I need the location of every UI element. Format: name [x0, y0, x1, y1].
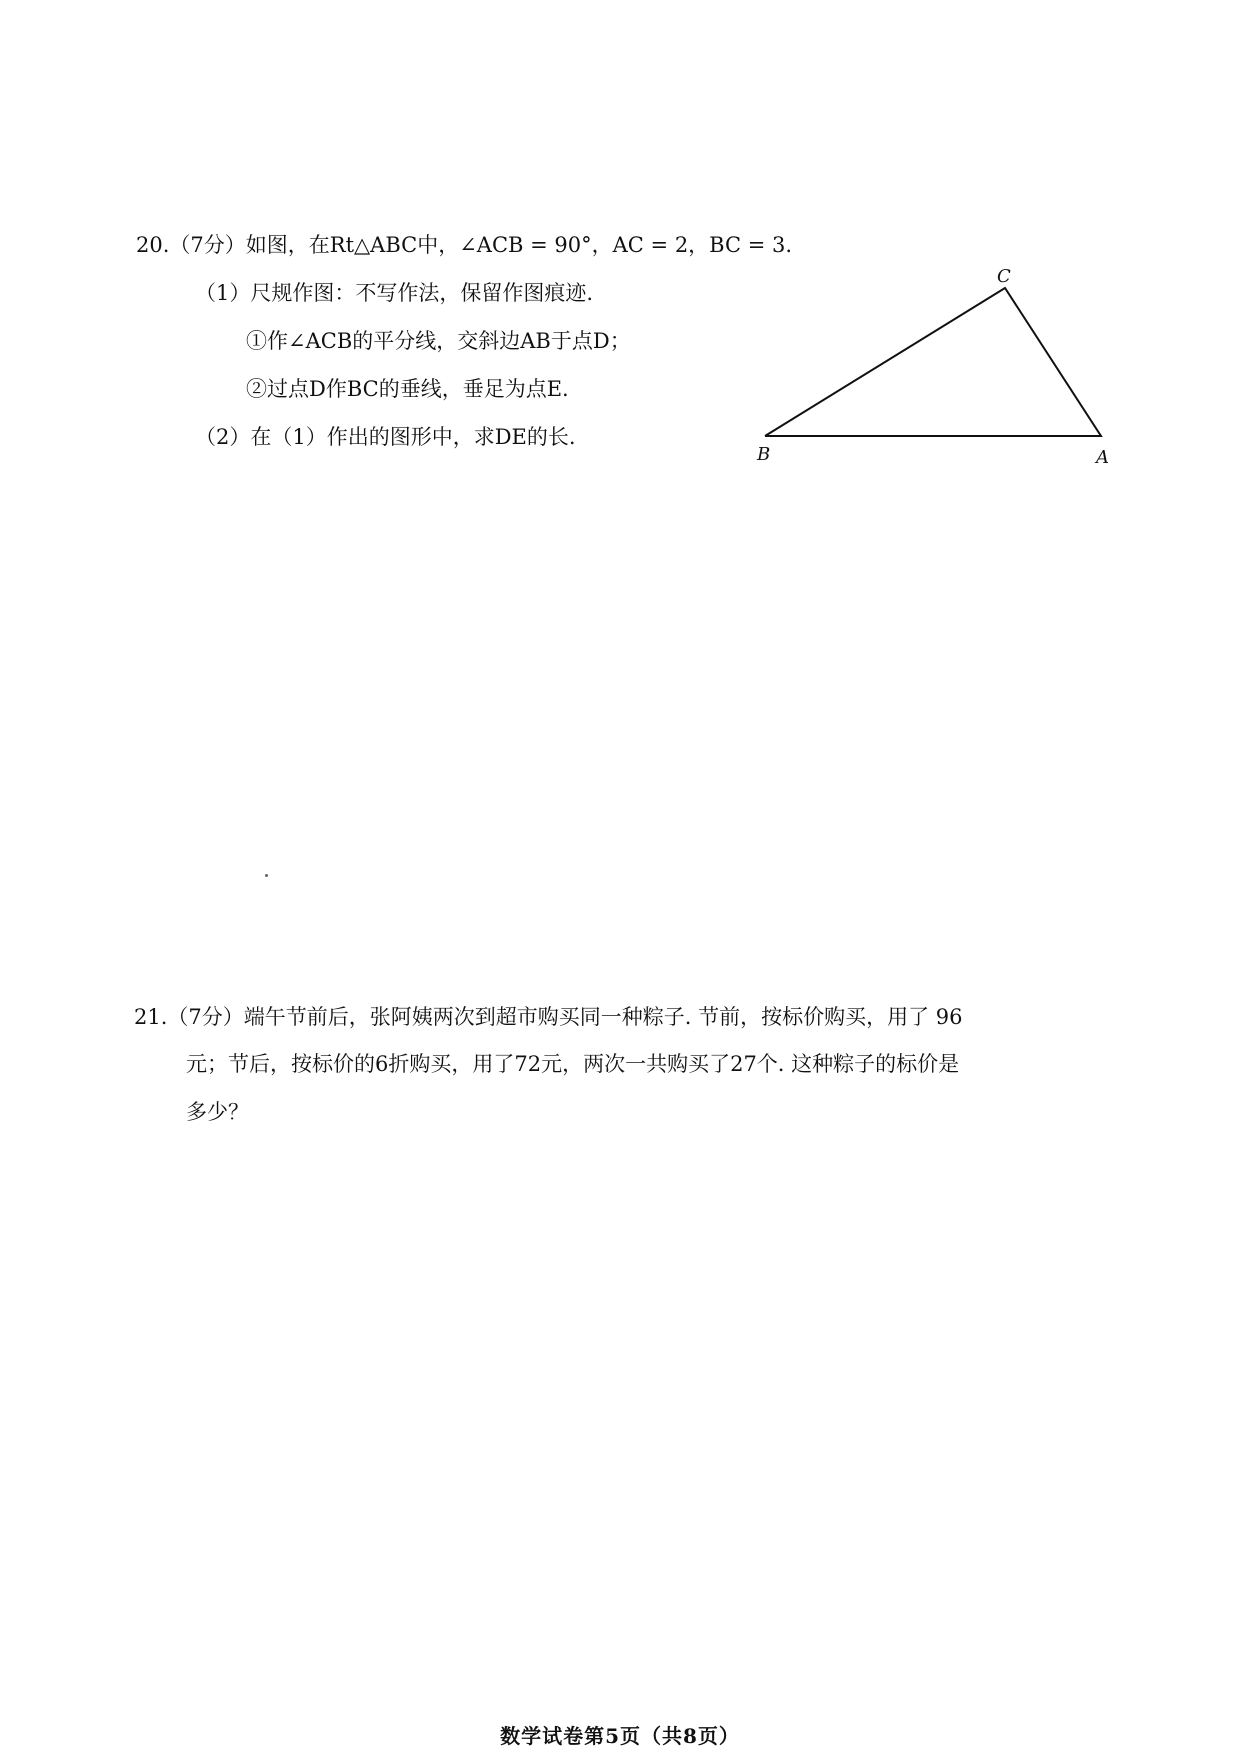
- vertex-label-a: A: [1096, 447, 1109, 468]
- q20-step1: ①作∠ACB的平分线，交斜边AB于点D；: [246, 329, 631, 353]
- vertex-label-c: C: [997, 266, 1011, 287]
- triangle-outline: [765, 288, 1101, 436]
- q20-part2: （2）在（1）作出的图形中，求DE的长.: [195, 425, 576, 449]
- q20-step2: ②过点D作BC的垂线，垂足为点E.: [246, 377, 569, 401]
- q20-part1: （1）尺规作图：不写作法，保留作图痕迹.: [195, 281, 594, 305]
- scan-speck: [265, 874, 268, 877]
- page-footer: 数学试卷第5页（共8页）: [500, 1724, 740, 1748]
- q21-line2: 元；节后，按标价的6折购买，用了72元，两次一共购买了27个. 这种粽子的标价是: [186, 1052, 960, 1076]
- q21-line1: 21.（7分）端午节前后，张阿姨两次到超市购买同一种粽子. 节前，按标价购买，用了 96: [134, 1005, 963, 1029]
- vertex-label-b: B: [757, 444, 771, 465]
- triangle-figure: [755, 266, 1135, 470]
- q20-heading: 20.（7分）如图，在Rt△ABC中，∠ACB = 90°，AC = 2，BC = 3.: [136, 233, 793, 257]
- q21-line3: 多少？: [186, 1100, 249, 1124]
